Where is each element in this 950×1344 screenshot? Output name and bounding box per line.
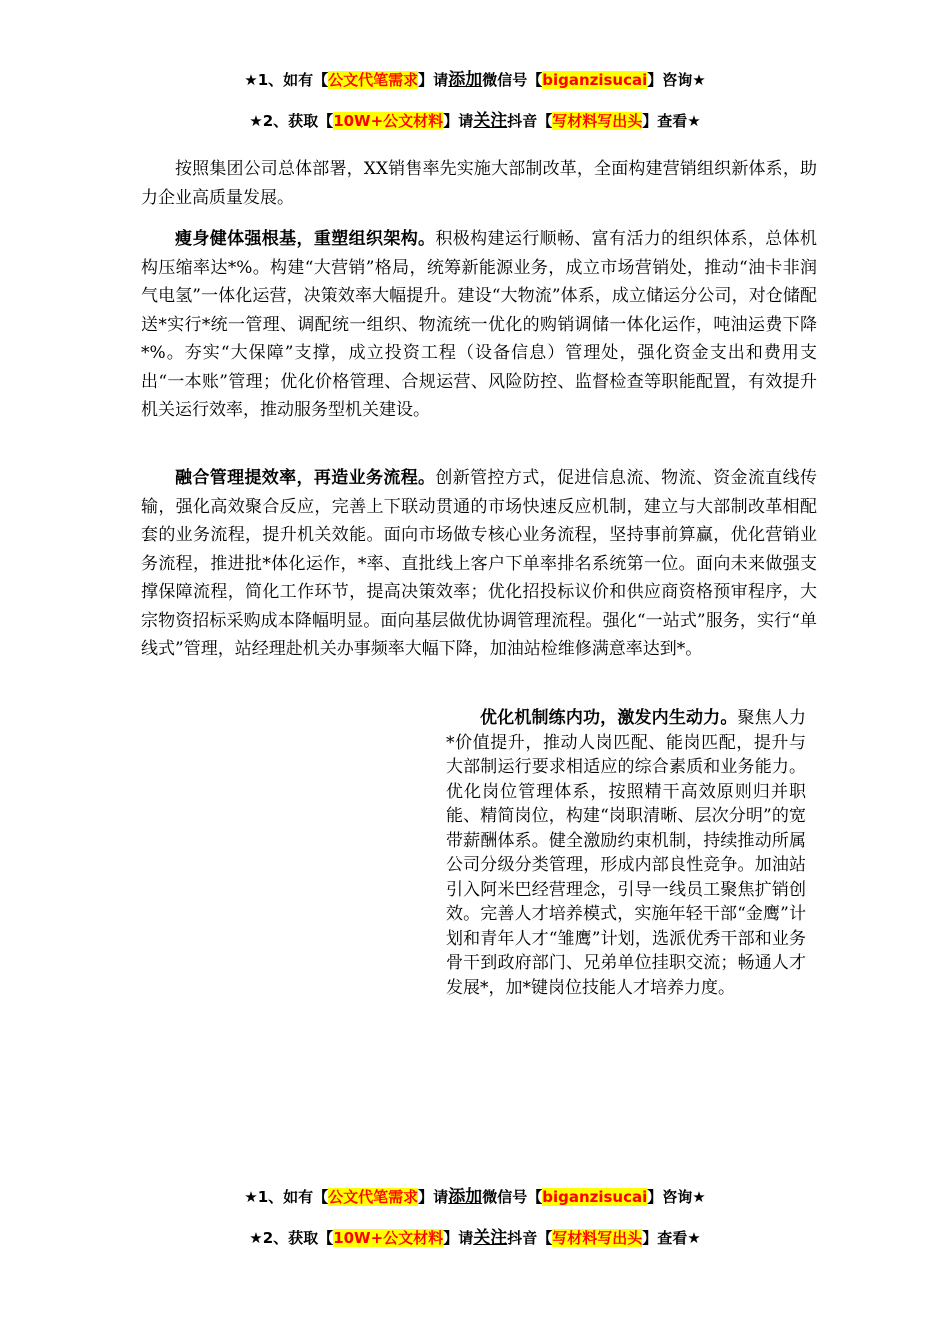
section-text-2: 创新管控方式，促进信息流、物流、资金流直线传输，强化高效聚合反应，完善上下联动贯通的市场快速反应机制，建立与大部制改革相配套的业务流程，提升机关效能。面向市场做专核心业务流程，坚持事前算赢，优化营销业务流程，推进批*体化运作，*率、直批线上客户下单率排名系统第一位。面向未来做强支撑保障流程，简化工作环节，提高决策效率；优化招投标议价和供应商资格预审程序，大宗物资招标采购成本降幅明显。面向基层做优协调管理流程。强化“一站式”服务，实行“单线式”管理，站经理赴机关办事频率大幅下降，加油站检维修满意率达到*。	[141, 468, 818, 659]
highlight-douyin-account: 写材料写出头	[552, 1229, 643, 1247]
top-banner-line-2: ★2、获取【10W+公文材料】请关注抖音【写材料写出头】查看★	[249, 111, 701, 131]
highlight-service: 公文代笔需求	[328, 71, 419, 89]
section-heading-2: 融合管理提效率，再造业务流程。	[175, 468, 436, 488]
section-heading-3: 优化机制练内功，激发内生动力。	[480, 708, 738, 728]
section-text-1: 积极构建运行顺畅、富有活力的组织体系，总体机构压缩率达*%。构建“大营销”格局，统筹新能源业务，成立市场营销处，推动“油卡非润气电氢”一体化运营，决策效率大幅提升。建设“大物流”体系，成立储运分公司，对仓储配送*实行*统一管理、调配统一组织、物流统一优化的购销调储一体化运作，吨油运费下降*%。夯实“大保障”支撑，成立投资工程（设备信息）管理处，强化资金支出和费用支出“一本账”管理；优化价格管理、合规运营、风险防控、监督检查等职能配置，有效提升机关运行效率，推动服务型机关建设。	[141, 229, 818, 420]
bottom-banner-line-2: ★2、获取【10W+公文材料】请关注抖音【写材料写出头】查看★	[249, 1228, 701, 1248]
highlight-materials: 10W+公文材料	[333, 112, 444, 130]
highlight-wechat-id: biganzisucai	[542, 71, 648, 89]
section-text-3: 聚焦人力*价值提升，推动人岗匹配、能岗匹配，提升与大部制运行要求相适应的综合素质和业务能力。优化岗位管理体系，按照精干高效原则归并职能、精简岗位，构建“岗职清晰、层次分明”的宽带薪酬体系。健全激励约束机制，持续推动所属公司分级分类管理，形成内部良性竞争。加油站引入阿米巴经营理念，引导一线员工聚焦扩销创效。完善人才培养模式，实施年轻干部“金鹰”计划和青年人才“雏鹰”计划，选派优秀干部和业务骨干到政府部门、兄弟单位挂职交流；畅通人才发展*，加*键岗位技能人才培养力度。	[446, 708, 806, 998]
underlined-follow: 关注	[473, 111, 508, 131]
top-banner-line-1: ★1、如有【公文代笔需求】请添加微信号【biganzisucai】咨询★	[244, 70, 706, 90]
bottom-banner-line-1: ★1、如有【公文代笔需求】请添加微信号【biganzisucai】咨询★	[244, 1187, 706, 1207]
section-paragraph-1	[141, 225, 817, 425]
highlight-douyin-account: 写材料写出头	[552, 112, 643, 130]
section-paragraph-2	[141, 464, 817, 664]
intro-paragraph: 按照集团公司总体部署，XX销售率先实施大部制改革，全面构建营销组织新体系，助力企业高质量发展。	[141, 159, 817, 208]
underlined-follow: 关注	[473, 1228, 508, 1248]
underlined-add: 添加	[448, 1187, 483, 1207]
underlined-add: 添加	[448, 70, 483, 90]
highlight-materials: 10W+公文材料	[333, 1229, 444, 1247]
section-heading-1: 瘦身健体强根基，重塑组织架构。	[175, 229, 436, 249]
highlight-service: 公文代笔需求	[328, 1188, 419, 1206]
highlight-wechat-id: biganzisucai	[542, 1188, 648, 1206]
section-paragraph-3	[446, 706, 806, 1000]
